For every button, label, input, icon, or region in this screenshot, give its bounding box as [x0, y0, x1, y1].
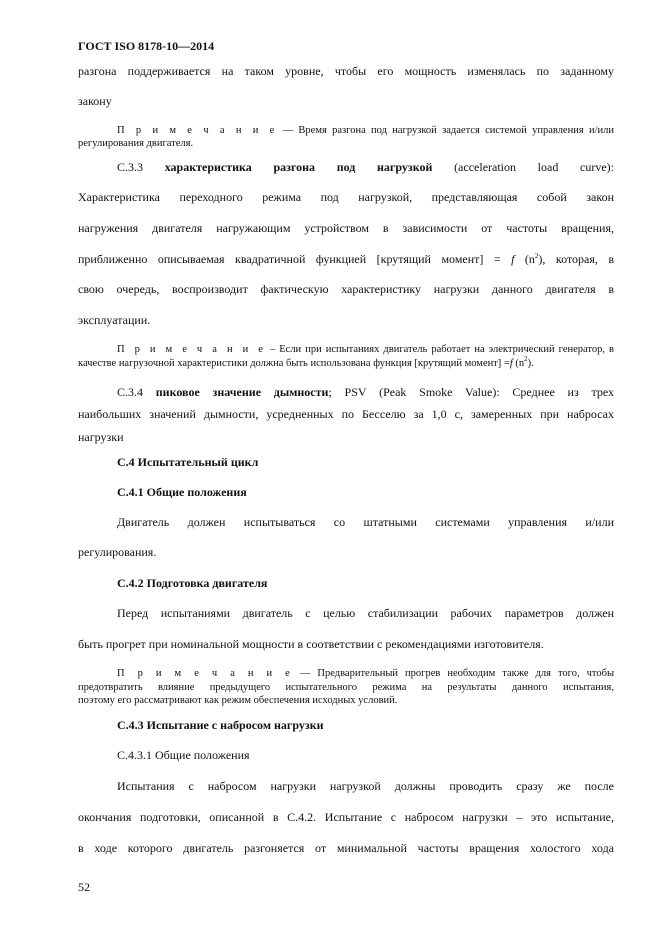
section-heading: С.4.3 Испытание с набросом нагрузки: [117, 718, 324, 732]
subsection-heading: С.4.3.1 Общие положения: [117, 748, 250, 762]
term-name: характеристика разгона под нагрузкой: [164, 160, 433, 174]
note-line: предотвратить влияние предыдущего испытательного режима на результаты данного испытания,: [78, 682, 614, 693]
clause-number: С.3.3: [117, 160, 165, 174]
formula-exponent: 2: [524, 355, 528, 363]
paragraph-line: окончания подготовки, описанной в С.4.2. Испытание с набросом нагрузки – это испытание,: [78, 810, 614, 824]
section-heading: С.4.1 Общие положения: [117, 485, 247, 499]
paragraph-line: Испытания с набросом нагрузки нагрузкой должны проводить сразу же после: [117, 779, 614, 793]
formula-tail: ), которая, в: [538, 252, 615, 266]
formula-f: f: [509, 358, 513, 369]
term-line: [117, 160, 614, 174]
formula-f: f: [511, 252, 515, 266]
clause-number: С.3.4: [117, 385, 156, 399]
paragraph-line: разгона поддерживается на таком уровне, чтобы его мощность изменялась по заданному: [78, 64, 614, 78]
formula-text: приближенно описываемая квадратичной функцией [крутящий момент] =: [78, 252, 512, 266]
paragraph-line: свою очередь, воспроизводит фактическую характеристику нагрузки данного двигателя в: [78, 282, 614, 296]
note-label: П р и м е ч а н и е: [117, 344, 266, 355]
note-text: — Время разгона под нагрузкой задается системой управления и/или: [277, 125, 614, 136]
formula-tail: ).: [527, 358, 534, 369]
paragraph-line: Перед испытаниями двигатель с целью стабилизации рабочих параметров должен: [117, 606, 614, 620]
term-name: пиковое значение дымности: [155, 385, 329, 399]
paragraph-line: закону: [78, 94, 112, 108]
paragraph-line: Характеристика переходного режима под нагрузкой, представляющая собой закон: [78, 190, 614, 204]
paragraph-line: быть прогрет при номинальной мощности в соответствии с рекомендациями изготовителя.: [78, 637, 544, 651]
note-line: [117, 124, 614, 138]
note-line: [117, 343, 614, 357]
section-heading: С.4 Испытательный цикл: [117, 455, 259, 469]
document-header: ГОСТ ISO 8178-10—2014: [78, 39, 215, 53]
note-line: поэтому его рассматривают как режим обеспечения исходных условий.: [78, 695, 398, 706]
note-line: [78, 357, 614, 371]
note-text: качестве нагрузочной характеристики должна быть использована функция [крутящий момент] =: [78, 358, 510, 369]
note-text: – Если при испытаниях двигатель работает на электрический генератор, в: [265, 344, 614, 355]
section-heading: С.4.2 Подготовка двигателя: [117, 576, 268, 590]
note-line: [117, 667, 614, 681]
term-line: [117, 385, 614, 399]
paragraph-line: нагрузки: [78, 430, 124, 444]
page-number: 52: [78, 880, 90, 894]
paragraph-line: Двигатель должен испытываться со штатными системами управления и/или: [117, 515, 614, 529]
paragraph-line: [78, 252, 614, 266]
paragraph-line: эксплуатации.: [78, 313, 151, 327]
note-label: П р и м е ч а н и е: [117, 125, 278, 136]
term-text: (acceleration load curve):: [432, 160, 614, 174]
formula-arg: (n: [512, 358, 525, 369]
paragraph-line: в ходе которого двигатель разгоняется от минимальной частоты вращения холостого хода: [78, 841, 614, 855]
paragraph-line: наибольших значений дымности, усредненных по Бесселю за 1,0 с, замеренных при набросах: [78, 407, 614, 421]
paragraph-line: нагружения двигателя нагружающим устройством в зависимости от частоты вращения,: [78, 221, 614, 235]
term-text: ; PSV (Peak Smoke Value): Среднее из трех: [328, 385, 614, 399]
note-line: регулирования двигателя.: [78, 138, 194, 149]
formula-exponent: 2: [534, 252, 539, 260]
note-label: П р и м е ч а н и е: [117, 668, 293, 679]
formula-arg: (n: [514, 252, 535, 266]
note-text: — Предварительный прогрев необходим также для того, чтобы: [292, 668, 615, 679]
paragraph-line: регулирования.: [78, 545, 157, 559]
